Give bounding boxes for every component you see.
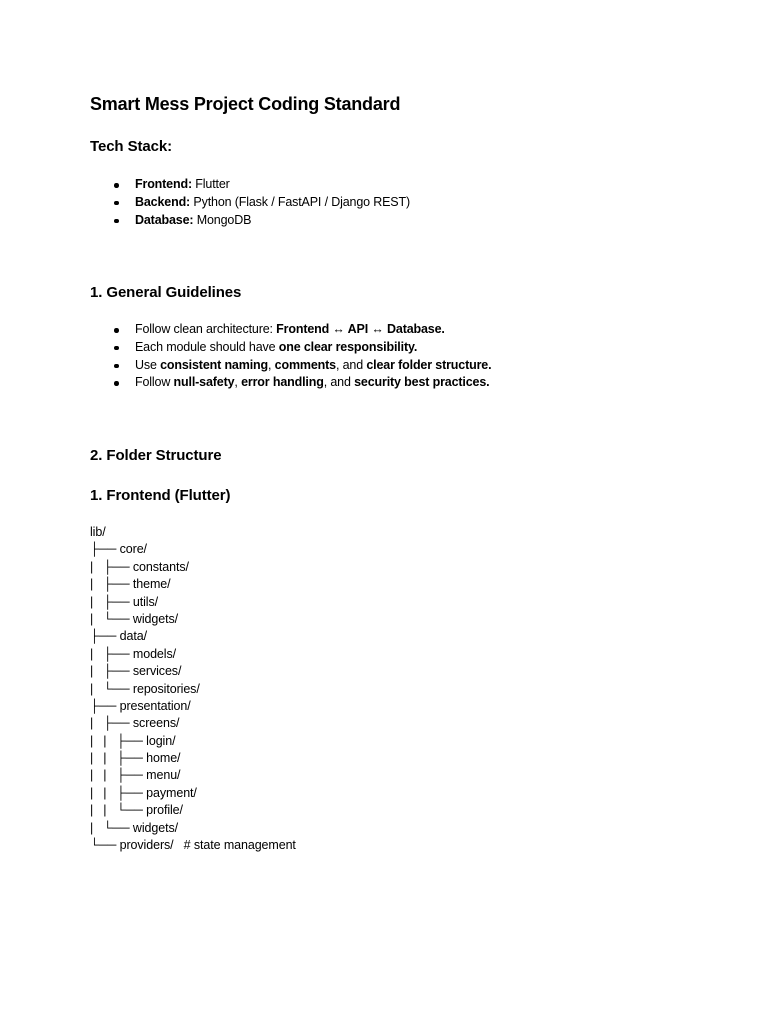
guideline-text: , and (335, 357, 367, 372)
guideline-emphasis: consistent naming (160, 357, 268, 372)
guideline-text: , and (323, 375, 355, 390)
tree-line: | └── repositories/ (90, 681, 200, 696)
tech-stack-item (90, 212, 410, 230)
tree-line: lib/ (90, 525, 106, 539)
tech-stack-item-label: Database: (135, 212, 194, 227)
tree-line: | ├── theme/ (90, 577, 171, 592)
tech-stack-item-label: Frontend: (135, 177, 192, 191)
tech-stack-item-value: Flutter (191, 177, 230, 191)
tree-line: | | ├── menu/ (90, 768, 181, 783)
tech-stack-item-value: Python (Flask / FastAPI / Django REST) (190, 194, 410, 209)
tree-line: | ├── models/ (90, 646, 176, 661)
guideline-emphasis: one clear responsibility. (278, 339, 418, 354)
guideline-item (90, 357, 491, 375)
guideline-text: , (234, 375, 242, 390)
guideline-text: , (268, 357, 275, 372)
guideline-item (90, 374, 491, 392)
general-guidelines-heading: 1. General Guidelines (90, 284, 242, 301)
guideline-emphasis: Frontend ↔ API ↔ Database. (276, 322, 445, 336)
guideline-emphasis: null-safety (173, 375, 235, 390)
tech-stack-item (90, 194, 410, 212)
tree-line: | | ├── home/ (90, 751, 181, 766)
tree-line: | | └── profile/ (90, 803, 183, 818)
tech-stack-item (90, 176, 410, 194)
tree-line: | ├── services/ (90, 664, 182, 679)
tech-stack-item-label: Backend: (135, 194, 191, 209)
guideline-emphasis: error handling (241, 375, 324, 390)
guideline-text: Follow clean architecture: (135, 322, 277, 336)
folder-structure-heading: 2. Folder Structure (90, 447, 222, 464)
tree-line: | | ├── payment/ (90, 785, 197, 800)
folder-tree (90, 524, 296, 854)
general-guidelines-list (90, 321, 491, 392)
tech-stack-list (90, 176, 410, 229)
frontend-flutter-heading: 1. Frontend (Flutter) (90, 487, 231, 504)
tree-line: | ├── screens/ (90, 716, 180, 731)
guideline-text: Follow (135, 375, 174, 390)
tree-line: | ├── constants/ (90, 559, 189, 574)
tree-line: | ├── utils/ (90, 594, 159, 609)
guideline-text: Each module should have (135, 339, 279, 354)
tree-line: ├── presentation/ (90, 698, 191, 713)
tree-line: | └── widgets/ (90, 611, 178, 626)
guideline-emphasis: comments (274, 357, 336, 372)
document-title: Smart Mess Project Coding Standard (90, 94, 401, 114)
tree-line: | └── widgets/ (90, 820, 178, 835)
tree-line: └── providers/ # state management (90, 838, 296, 853)
guideline-text: Use (135, 357, 161, 372)
guideline-emphasis: clear folder structure. (366, 357, 492, 372)
tech-stack-heading: Tech Stack: (90, 138, 172, 155)
tree-line: ├── core/ (90, 542, 147, 557)
tree-line: ├── data/ (90, 629, 147, 644)
guideline-emphasis: security best practices. (354, 375, 490, 390)
guideline-item (90, 321, 491, 339)
tech-stack-item-value: MongoDB (193, 212, 252, 227)
guideline-item (90, 339, 491, 357)
tree-line: | | ├── login/ (90, 733, 176, 748)
